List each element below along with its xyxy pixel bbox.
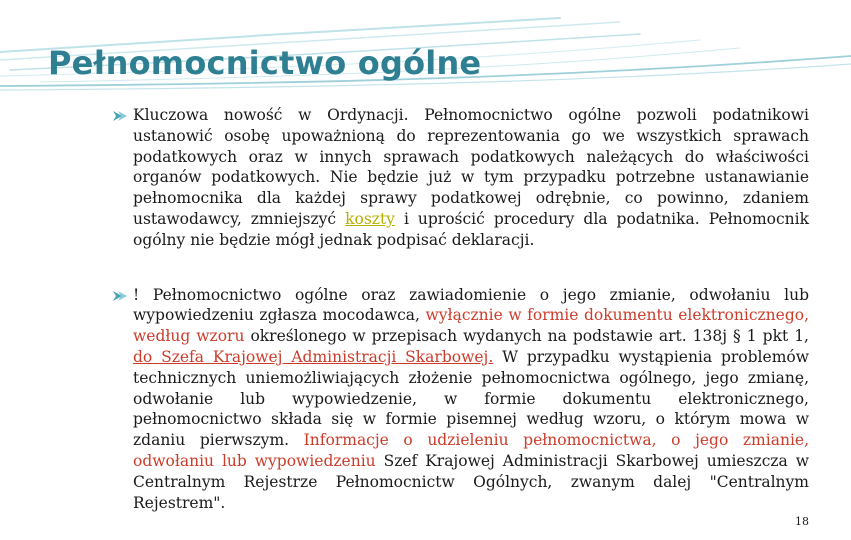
bullet-text: W przypadku wystąpienia problemów technicznych uniemożliwiających złożenie pełnomocnictwa ogólnego, jego zmianę, odwołanie lub wypowiedzenie, w formie dokumentu elektronicznego, pełnomocnictwo składa się w formie pisemnej według wzoru, o którym mowa w zdaniu pierwszym. [133, 347, 809, 450]
kas-head-link[interactable]: do Szefa Krajowej Administracji Skarbowej. [133, 347, 494, 366]
bullet-list [112, 105, 809, 513]
bullet-item [112, 285, 809, 514]
bullet-text: Szef Krajowej Administracji Skarbowej umieszcza w Centralnym Rejestrze Pełnomocnictw Ogólnych, zwanym dalej "Centralnym Rejestrem". [133, 451, 809, 512]
slide-title: Pełnomocnictwo ogólne [48, 44, 482, 82]
bullet-text: ! Pełnomocnictwo ogólne oraz zawiadomienie o jego zmianie, odwołaniu lub wypowiedzeniu zgłasza mocodawca, [133, 285, 809, 325]
bullet-text: Kluczowa nowość w Ordynacji. Pełnomocnictwo ogólne pozwoli podatnikowi ustanowić osobę upoważnioną do reprezentowania go we wszystkich sprawach podatkowych oraz w innych sprawach podatkowych należących do właściwości organów podatkowych. Nie będzie już w tym przypadku potrzebne ustanawianie pełnomocnika dla każdej sprawy podatkowej odrębnie, co powinno, zdaniem ustawodawcy, zmniejszyć [133, 106, 809, 228]
highlight-registry-info: Informacje o udzieleniu pełnomocnictwa, o jego zmianie, odwołaniu lub wypowiedzeniu [133, 431, 809, 470]
bullet-arrow-icon [112, 110, 128, 122]
bullet-text: określonego w przepisach wydanych na podstawie art. 138j § 1 pkt 1, [244, 327, 809, 346]
bullet-item [112, 105, 809, 251]
costs-link[interactable]: koszty [345, 209, 395, 228]
bullet-arrow-icon [112, 290, 128, 302]
bullet-text: i uprościć procedury dla podatnika. Pełnomocnik ogólny nie będzie mógł jednak podpisać deklaracji. [133, 209, 809, 249]
highlight-electronic-form: wyłącznie w formie dokumentu elektronicznego, według wzoru [133, 306, 810, 346]
page-number: 18 [795, 515, 809, 528]
